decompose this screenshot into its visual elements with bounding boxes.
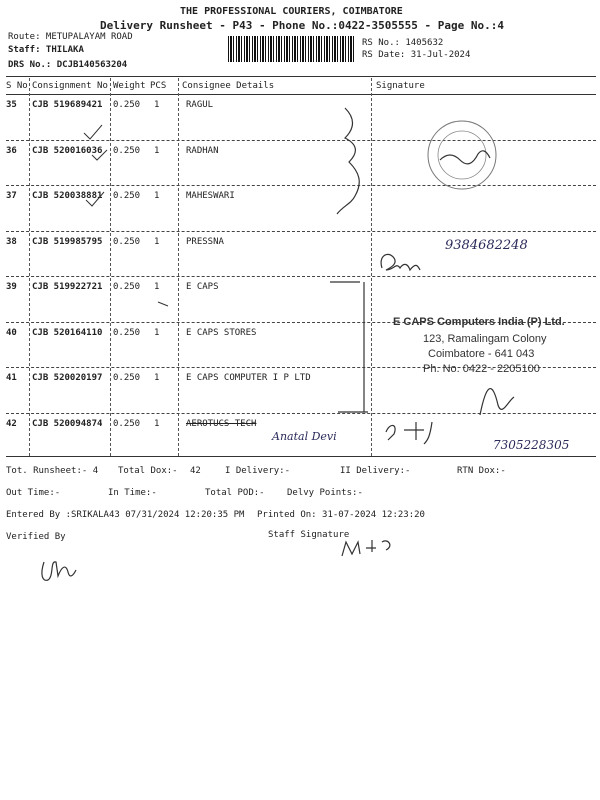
row-consignee: E CAPS STORES — [186, 327, 257, 338]
ecaps-stamp-line2: 123, Ramalingam Colony — [423, 333, 547, 345]
row-weight: 0.250 — [113, 100, 141, 110]
row-pcs: 1 — [154, 145, 160, 156]
rtn-dox: RTN Dox:- — [457, 466, 506, 476]
row-sno: 41 — [6, 373, 17, 383]
row-separator — [6, 140, 596, 141]
row42-phone-note: 7305228305 — [493, 438, 570, 452]
row-consignment-no: CJB 520164110 — [32, 327, 103, 338]
signature-squiggle — [480, 389, 514, 415]
row-sno: 39 — [6, 282, 17, 292]
row-weight: 0.250 — [113, 145, 141, 156]
row-separator — [6, 413, 596, 414]
signature-row42 — [386, 422, 432, 444]
table-top-rule — [6, 76, 596, 77]
row-weight: 0.250 — [113, 236, 141, 247]
col-header-signature: Signature — [376, 81, 425, 91]
col-header-weight: Weight — [113, 81, 146, 91]
verified-by: Verified By — [6, 532, 66, 542]
ii-delivery: II Delivery:- — [340, 466, 411, 476]
out-time: Out Time:- — [6, 488, 61, 498]
row-separator — [6, 231, 596, 232]
drs-number: DRS No.: DCJB140563204 — [8, 60, 128, 70]
col-header-consignee: Consignee Details — [182, 81, 275, 91]
row-consignment-no: CJB 519689421 — [32, 100, 103, 110]
printed-on: Printed On: 31-07-2024 12:23:20 — [257, 510, 425, 520]
row-consignee: AEROTUCS TECH — [186, 418, 257, 429]
row-weight: 0.250 — [113, 418, 141, 429]
col-header-sno: S No — [6, 81, 28, 91]
row-pcs: 1 — [154, 373, 160, 383]
row-consignee: RADHAN — [186, 145, 219, 156]
round-stamp — [428, 121, 496, 189]
phone-note: 9384682248 — [445, 238, 528, 253]
row-consignee: MAHESWARI — [186, 191, 235, 201]
ecaps-stamp-line1: E CAPS Computers India (P) Ltd. — [393, 316, 565, 328]
signature-row38 — [381, 254, 420, 270]
row-sno: 38 — [6, 236, 17, 247]
row-pcs: 1 — [154, 191, 160, 201]
tot-runsheet: Tot. Runsheet:- 4 — [6, 466, 99, 476]
row-weight: 0.250 — [113, 327, 141, 338]
verified-signature — [42, 562, 76, 580]
delvy-points: Delvy Points:- — [287, 488, 363, 498]
staff-signature-label: Staff Signature — [268, 530, 350, 540]
entered-by: Entered By :SRIKALA43 07/31/2024 12:20:35 PM — [6, 510, 245, 520]
route-label: Route: METUPALAYAM ROAD — [8, 32, 133, 42]
row42-name-note: Anatal Devi — [272, 430, 337, 443]
col-header-pcs: PCS — [150, 81, 167, 91]
barcode — [228, 36, 356, 62]
check-mark — [84, 125, 102, 139]
col-divider — [110, 78, 111, 456]
row-consignee: RAGUL — [186, 100, 214, 110]
row-weight: 0.250 — [113, 373, 141, 383]
row-separator — [6, 185, 596, 186]
row-consignee: E CAPS — [186, 282, 219, 292]
row-pcs: 1 — [154, 282, 160, 292]
row-consignee: PRESSNA — [186, 236, 224, 247]
ecaps-stamp-line3: Coimbatore - 641 043 — [428, 348, 535, 360]
col-divider — [29, 78, 30, 456]
rs-date: RS Date: 31-Jul-2024 — [362, 50, 471, 60]
bracket-mark — [337, 108, 359, 214]
i-delivery: I Delivery:- — [225, 466, 291, 476]
bracket-mark — [330, 282, 368, 412]
row-pcs: 1 — [154, 418, 160, 429]
row-sno: 35 — [6, 100, 17, 110]
col-divider — [371, 78, 372, 456]
row-pcs: 1 — [154, 100, 160, 110]
runsheet-title: Delivery Runsheet - P43 - Phone No.:0422-3505555 - Page No.:4 — [100, 19, 504, 32]
row-weight: 0.250 — [113, 282, 141, 292]
row-sno: 42 — [6, 418, 17, 429]
row-consignment-no: CJB 520038881 — [32, 191, 103, 201]
col-header-consignment: Consignment No — [32, 81, 108, 91]
row-sno: 40 — [6, 327, 17, 338]
row-sno: 36 — [6, 145, 17, 156]
col-divider — [178, 78, 179, 456]
table-header-rule — [6, 94, 596, 95]
row-consignment-no: CJB 519922721 — [32, 282, 103, 292]
row-consignment-no: CJB 519985795 — [32, 236, 103, 247]
row-pcs: 1 — [154, 236, 160, 247]
row-pcs: 1 — [154, 327, 160, 338]
row-separator — [6, 276, 596, 277]
ecaps-stamp-line4: Ph. No. 0422 - 2205100 — [423, 363, 540, 375]
table-bottom-rule — [6, 456, 596, 457]
total-dox-value: 42 — [190, 466, 201, 476]
rs-number: RS No.: 1405632 — [362, 38, 444, 48]
row-sno: 37 — [6, 191, 17, 201]
row-weight: 0.250 — [113, 191, 141, 201]
row-consignment-no: CJB 520016036 — [32, 145, 103, 156]
row-consignment-no: CJB 520020197 — [32, 373, 103, 383]
company-name: THE PROFESSIONAL COURIERS, COIMBATORE — [180, 6, 403, 17]
row-consignee: E CAPS COMPUTER I P LTD — [186, 373, 311, 383]
in-time: In Time:- — [108, 488, 157, 498]
total-dox-label: Total Dox:- — [118, 466, 178, 476]
staff-label: Staff: THILAKA — [8, 45, 84, 55]
row-consignment-no: CJB 520094874 — [32, 418, 103, 429]
total-pod: Total POD:- — [205, 488, 265, 498]
staff-signature — [342, 540, 390, 556]
